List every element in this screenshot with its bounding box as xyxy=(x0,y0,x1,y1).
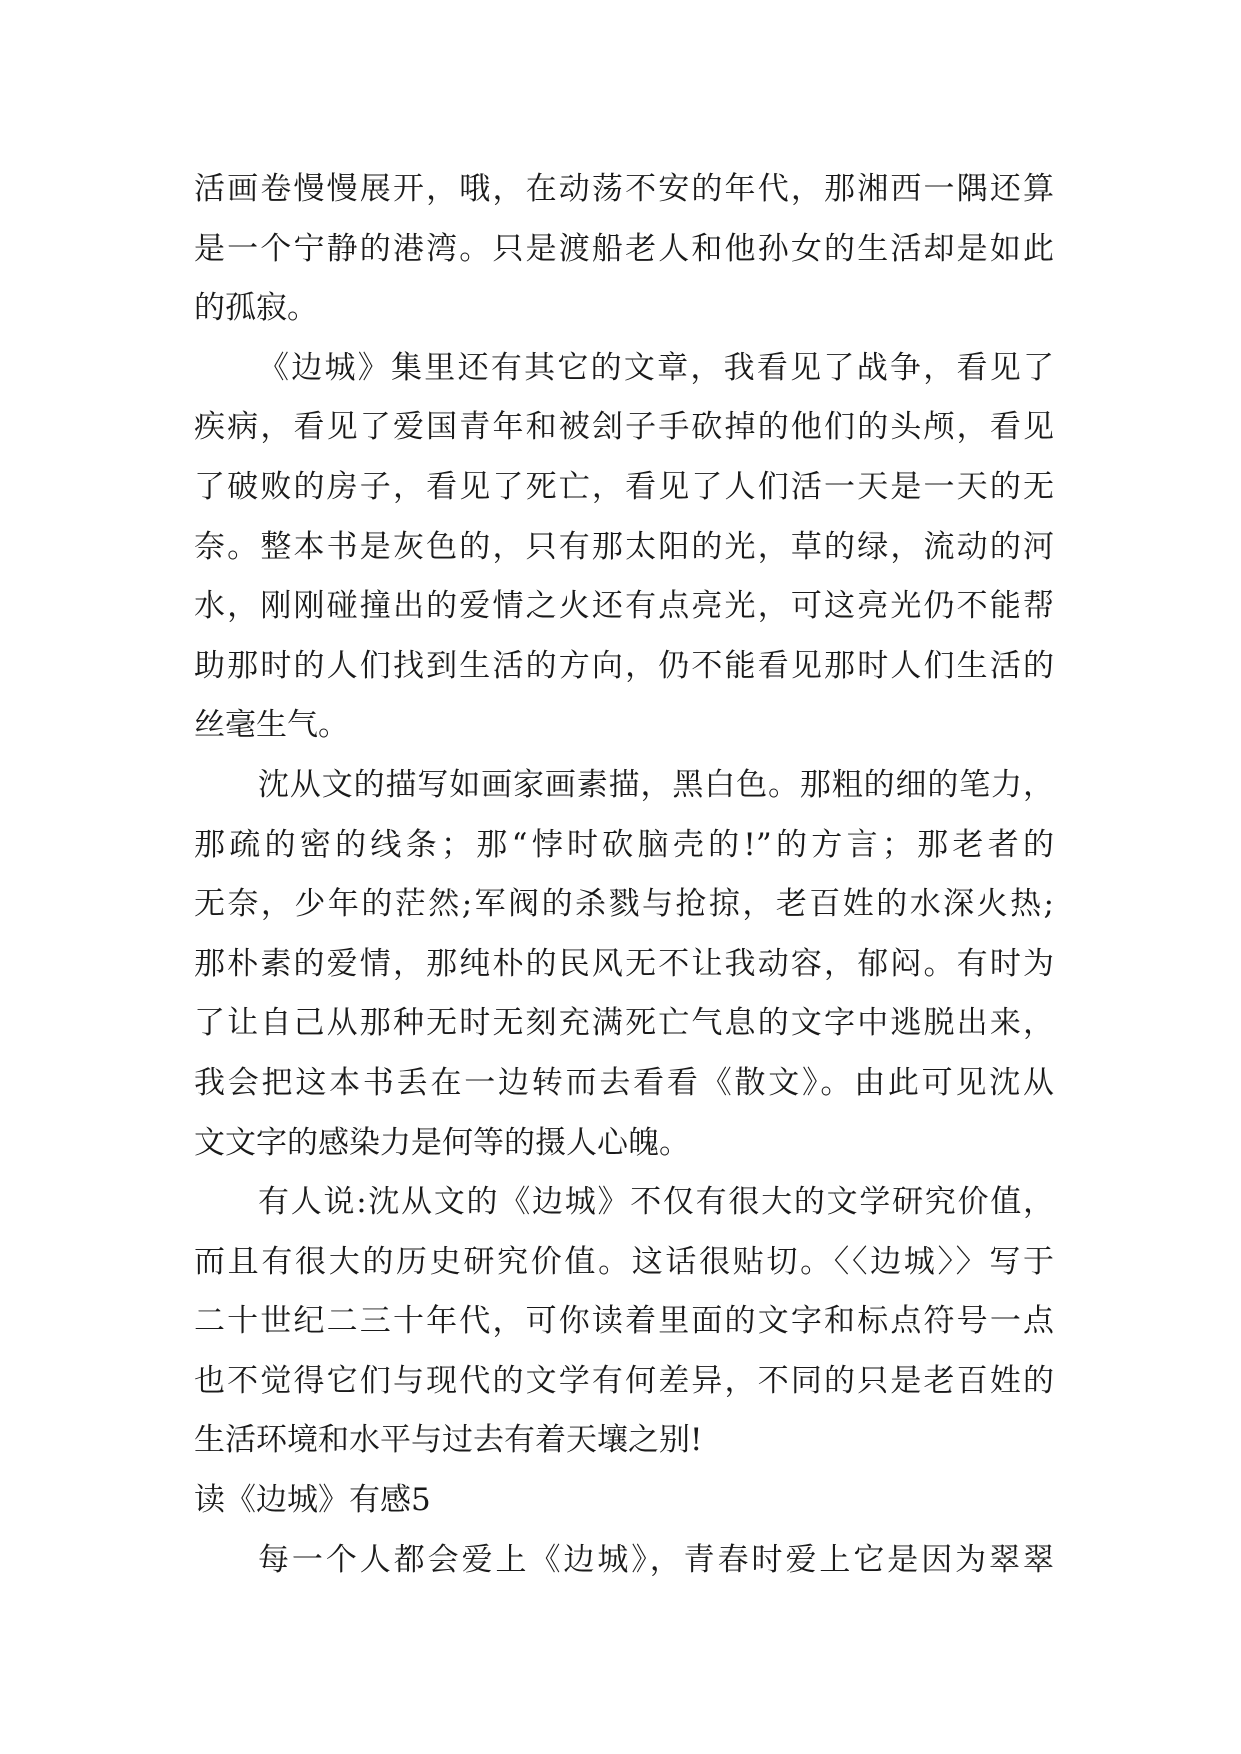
section-heading: 读《边城》有感5 xyxy=(194,1482,431,1519)
paragraph-1 xyxy=(194,160,1054,339)
paragraph-3 xyxy=(194,756,1054,1173)
paragraph-5 xyxy=(194,1531,1054,1591)
paragraph-line: 活画卷慢慢展开，哦，在动荡不安的年代，那湘西一隅还算 xyxy=(194,171,1054,207)
paragraph-line: 那疏的密的线条；那“悖时砍脑壳的!”的方言；那老者的 xyxy=(194,826,1054,863)
paragraph-line: 的孤寂。 xyxy=(194,290,318,327)
paragraph-line: 无奈，少年的茫然;军阀的杀戮与抢掠，老百姓的水深火热; xyxy=(194,886,1054,923)
paragraph-line: 水，刚刚碰撞出的爱情之火还有点亮光，可这亮光仍不能帮 xyxy=(194,588,1054,625)
paragraph-line: 而且有很大的历史研究价值。这话很贴切。〈〈边城〉〉写于 xyxy=(194,1243,1054,1280)
paragraph-line: 沈从文的描写如画家画素描，黑白色。那粗的细的笔力， xyxy=(258,766,1054,803)
paragraph-line: 那朴素的爱情，那纯朴的民风无不让我动容，郁闷。有时为 xyxy=(194,945,1054,982)
paragraph-line: 有人说:沈从文的《边城》不仅有很大的文学研究价值， xyxy=(258,1184,1054,1221)
paragraph-2 xyxy=(194,339,1054,756)
paragraph-line: 二十世纪二三十年代，可你读着里面的文字和标点符号一点 xyxy=(194,1303,1054,1340)
paragraph-line: 也不觉得它们与现代的文学有何差异，不同的只是老百姓的 xyxy=(194,1362,1054,1399)
paragraph-line: 生活环境和水平与过去有着天壤之别! xyxy=(194,1422,703,1459)
paragraph-line: 文文字的感染力是何等的摄人心魄。 xyxy=(194,1124,690,1161)
paragraph-line: 《边城》集里还有其它的文章，我看见了战争，看见了 xyxy=(258,349,1054,386)
paragraph-line: 疾病，看见了爱国青年和被刽子手砍掉的他们的头颅，看见 xyxy=(194,409,1054,446)
paragraph-line: 每一个人都会爱上《边城》，青春时爱上它是因为翠翠 xyxy=(258,1541,1054,1578)
paragraph-line: 了破败的房子，看见了死亡，看见了人们活一天是一天的无 xyxy=(194,468,1054,505)
paragraph-line: 是一个宁静的港湾。只是渡船老人和他孙女的生活却是如此 xyxy=(194,230,1054,267)
paragraph-line: 助那时的人们找到生活的方向，仍不能看见那时人们生活的 xyxy=(194,647,1054,684)
paragraph-line: 丝毫生气。 xyxy=(194,707,349,744)
paragraph-line: 了让自己从那种无时无刻充满死亡气息的文字中逃脱出来， xyxy=(194,1005,1054,1042)
paragraph-line: 奈。整本书是灰色的，只有那太阳的光，草的绿，流动的河 xyxy=(194,528,1054,565)
paragraph-4 xyxy=(194,1173,1054,1471)
paragraph-line: 我会把这本书丢在一边转而去看看《散文》。由此可见沈从 xyxy=(194,1064,1054,1101)
document-body xyxy=(194,160,1054,1590)
